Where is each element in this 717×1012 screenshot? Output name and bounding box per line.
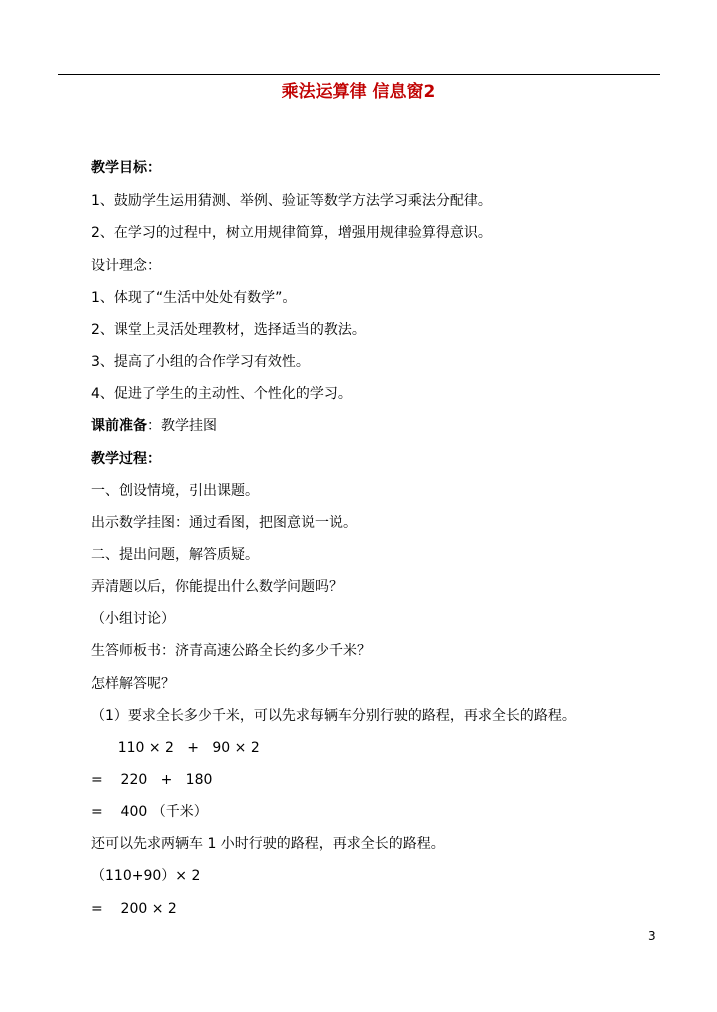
equation-line: = 400 （千米） [91, 804, 208, 820]
page-number: 3 [648, 929, 656, 943]
concept-4: 4、促进了学生的主动性、个性化的学习。 [91, 386, 352, 402]
process-line: （小组讨论） [91, 611, 175, 627]
preparation-value: ：教学挂图 [147, 418, 217, 434]
process-line: 弄清题以后，你能提出什么数学问题吗？ [91, 579, 343, 595]
process-line: 生答师板书：济青高速公路全长约多少千米？ [91, 643, 371, 659]
equation-line: 110 × 2 + 90 × 2 [91, 740, 260, 756]
objective-1: 1、鼓励学生运用猜测、举例、验证等数学方法学习乘法分配律。 [91, 193, 492, 209]
header-rule [58, 74, 660, 75]
process-line: 怎样解答呢？ [91, 676, 175, 692]
page-title: 乘法运算律 信息窗2 [281, 82, 436, 102]
equation-line: = 220 + 180 [91, 772, 213, 788]
preparation-label: 课前准备 [91, 418, 147, 434]
process-step-1: 一、创设情境，引出课题。 [91, 483, 259, 499]
equation-line: = 200 × 2 [91, 901, 177, 917]
equation-line: （110+90）× 2 [91, 868, 201, 884]
concept-3: 3、提高了小组的合作学习有效性。 [91, 354, 310, 370]
process-line: （1）要求全长多少千米，可以先求每辆车分别行驶的路程，再求全长的路程。 [91, 708, 576, 724]
process-line: 还可以先求两辆车 1 小时行驶的路程，再求全长的路程。 [91, 836, 445, 852]
concept-2: 2、课堂上灵活处理教材，选择适当的教法。 [91, 322, 366, 338]
concept-1: 1、体现了“生活中处处有数学”。 [91, 290, 297, 306]
section-heading-process: 教学过程： [91, 451, 161, 467]
process-step-2: 二、提出问题，解答质疑。 [91, 547, 259, 563]
process-line: 出示数学挂图：通过看图，把图意说一说。 [91, 515, 357, 531]
section-heading-objectives: 教学目标： [91, 160, 161, 176]
preparation-line [91, 416, 217, 436]
objective-2: 2、在学习的过程中，树立用规律简算，增强用规律验算得意识。 [91, 225, 492, 241]
design-concept-heading: 设计理念： [91, 258, 161, 274]
